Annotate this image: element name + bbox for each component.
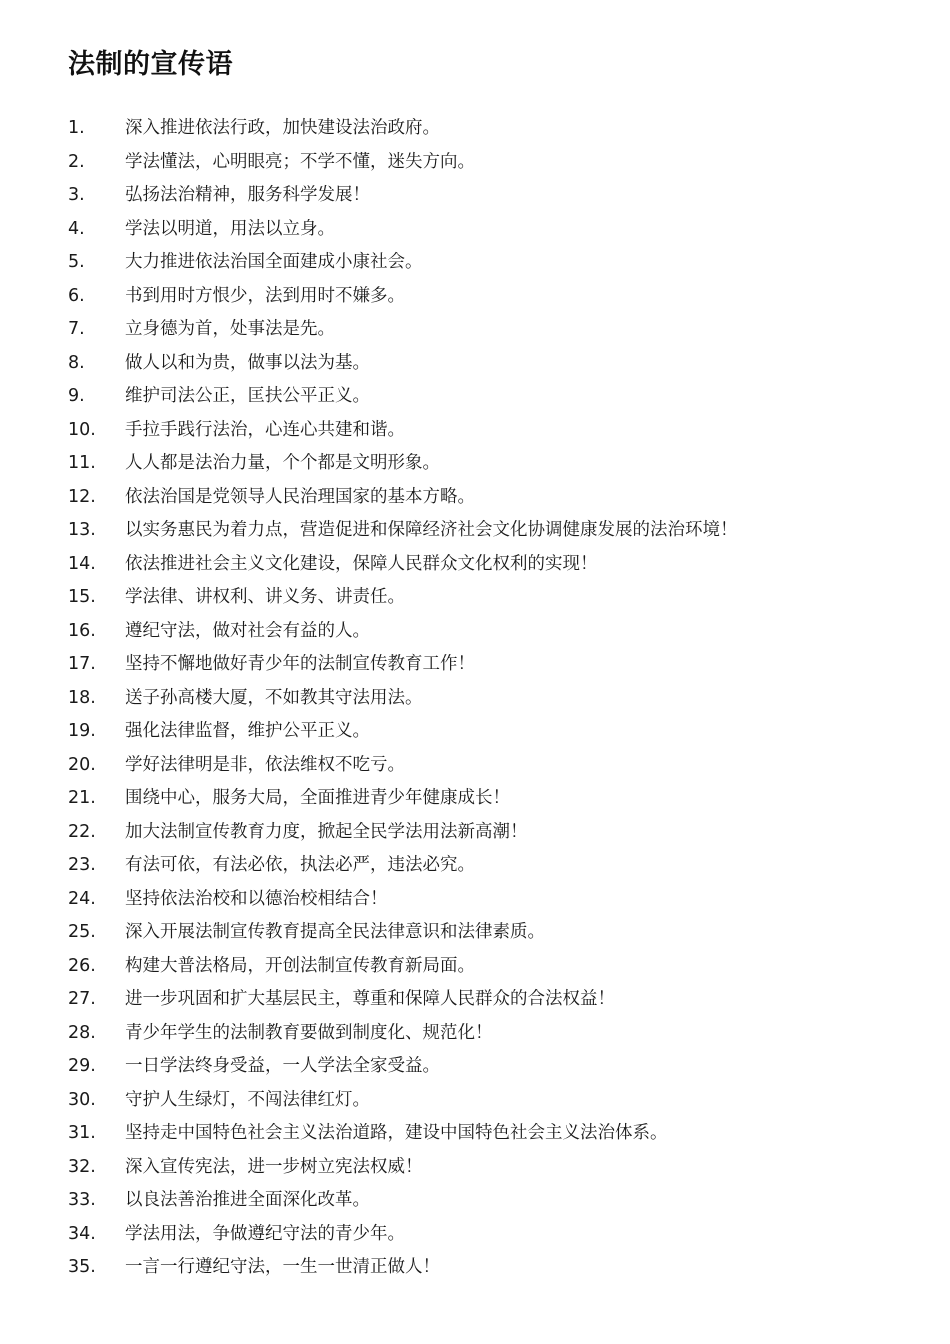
list-item-number: 10. <box>68 419 96 440</box>
list-item <box>0 883 950 917</box>
list-item <box>0 146 950 180</box>
list-item-text: 守护人生绿灯，不闯法律红灯。 <box>125 1089 370 1110</box>
list-item-text: 以良法善治推进全面深化改革。 <box>125 1190 370 1210</box>
list-item-text: 学法律、讲权利、讲义务、讲责任。 <box>125 587 405 607</box>
list-item-number: 9. <box>68 386 85 406</box>
list-item-text: 一言一行遵纪守法，一生一世清正做人！ <box>125 1257 440 1277</box>
list-item <box>0 715 950 749</box>
list-item-number: 23. <box>68 855 96 875</box>
list-item-number: 22. <box>68 821 96 842</box>
list-item-text: 学好法律明是非，依法维权不吃亏。 <box>125 754 405 775</box>
list-item-text: 坚持依法治校和以德治校相结合！ <box>125 888 388 909</box>
list-item <box>0 213 950 247</box>
list-item <box>0 1050 950 1084</box>
list-item <box>0 1084 950 1118</box>
list-item-number: 20. <box>68 754 96 775</box>
list-item-text: 深入推进依法行政，加快建设法治政府。 <box>125 118 440 138</box>
list-item <box>0 280 950 314</box>
list-item <box>0 380 950 414</box>
list-item <box>0 1251 950 1285</box>
list-item <box>0 1218 950 1252</box>
list-item-number: 17. <box>68 654 96 674</box>
list-item <box>0 112 950 146</box>
list-item-text: 立身德为首，处事法是先。 <box>125 319 335 339</box>
list-item <box>0 648 950 682</box>
list-item-text: 加大法制宣传教育力度，掀起全民学法用法新高潮！ <box>125 821 528 842</box>
list-item-number: 2. <box>68 151 85 172</box>
list-item <box>0 1151 950 1185</box>
list-item <box>0 179 950 213</box>
list-item-number: 24. <box>68 888 96 909</box>
list-item-number: 13. <box>68 520 96 540</box>
list-item-text: 人人都是法治力量，个个都是文明形象。 <box>125 453 440 473</box>
list-item-text: 依法治国是党领导人民治理国家的基本方略。 <box>125 486 475 507</box>
list-item-text: 青少年学生的法制教育要做到制度化、规范化！ <box>125 1022 493 1043</box>
list-item-number: 15. <box>68 587 96 607</box>
list-item <box>0 682 950 716</box>
list-item <box>0 1184 950 1218</box>
list-item-text: 弘扬法治精神，服务科学发展！ <box>125 185 370 205</box>
list-item <box>0 313 950 347</box>
page-title: 法制的宣传语 <box>68 49 233 80</box>
list-item <box>0 1117 950 1151</box>
list-item-text: 深入宣传宪法，进一步树立宪法权威！ <box>125 1156 423 1177</box>
list-item <box>0 749 950 783</box>
list-item-text: 坚持走中国特色社会主义法治道路，建设中国特色社会主义法治体系。 <box>125 1123 668 1143</box>
list-item-number: 34. <box>68 1223 96 1244</box>
list-item-number: 6. <box>68 285 85 306</box>
list-item <box>0 950 950 984</box>
list-item-number: 4. <box>68 218 85 239</box>
slogan-list <box>0 112 950 1285</box>
list-item-text: 手拉手践行法治，心连心共建和谐。 <box>125 419 405 440</box>
list-item-text: 进一步巩固和扩大基层民主，尊重和保障人民群众的合法权益！ <box>125 989 615 1009</box>
list-item <box>0 581 950 615</box>
list-item-number: 21. <box>68 788 96 808</box>
list-item-text: 做人以和为贵，做事以法为基。 <box>125 352 370 373</box>
list-item <box>0 414 950 448</box>
list-item-text: 维护司法公正，匡扶公平正义。 <box>125 386 370 406</box>
list-item-text: 强化法律监督，维护公平正义。 <box>125 721 370 741</box>
list-item-number: 27. <box>68 989 96 1009</box>
list-item <box>0 447 950 481</box>
list-item-text: 学法用法，争做遵纪守法的青少年。 <box>125 1223 405 1244</box>
list-item-number: 25. <box>68 922 96 942</box>
list-item-text: 构建大普法格局，开创法制宣传教育新局面。 <box>125 955 475 976</box>
list-item-number: 29. <box>68 1056 96 1076</box>
list-item <box>0 514 950 548</box>
list-item-number: 31. <box>68 1123 96 1143</box>
list-item-text: 一日学法终身受益，一人学法全家受益。 <box>125 1056 440 1076</box>
list-item-number: 18. <box>68 687 96 708</box>
list-item-text: 学法懂法，心明眼亮；不学不懂，迷失方向。 <box>125 151 475 172</box>
list-item-text: 遵纪守法，做对社会有益的人。 <box>125 620 370 641</box>
list-item-number: 16. <box>68 620 96 641</box>
list-item <box>0 983 950 1017</box>
list-item-number: 28. <box>68 1022 96 1043</box>
list-item-text: 深入开展法制宣传教育提高全民法律意识和法律素质。 <box>125 922 545 942</box>
list-item <box>0 849 950 883</box>
list-item-number: 35. <box>68 1257 96 1277</box>
list-item-text: 围绕中心，服务大局，全面推进青少年健康成长！ <box>125 788 510 808</box>
list-item-text: 送子孙高楼大厦，不如教其守法用法。 <box>125 687 423 708</box>
list-item-number: 19. <box>68 721 96 741</box>
list-item-text: 书到用时方恨少，法到用时不嫌多。 <box>125 285 405 306</box>
list-item-number: 33. <box>68 1190 96 1210</box>
list-item-text: 学法以明道，用法以立身。 <box>125 218 335 239</box>
list-item-text: 坚持不懈地做好青少年的法制宣传教育工作！ <box>125 654 475 674</box>
list-item-text: 大力推进依法治国全面建成小康社会。 <box>125 252 423 272</box>
list-item <box>0 816 950 850</box>
list-item-number: 32. <box>68 1156 96 1177</box>
list-item-number: 12. <box>68 486 96 507</box>
list-item <box>0 246 950 280</box>
list-item <box>0 916 950 950</box>
list-item <box>0 548 950 582</box>
list-item <box>0 481 950 515</box>
list-item-number: 5. <box>68 252 85 272</box>
list-item-number: 7. <box>68 319 85 339</box>
list-item-text: 以实务惠民为着力点，营造促进和保障经济社会文化协调健康发展的法治环境！ <box>125 520 738 540</box>
list-item <box>0 347 950 381</box>
list-item-number: 11. <box>68 453 96 473</box>
list-item-number: 3. <box>68 185 85 205</box>
list-item-number: 1. <box>68 118 85 138</box>
list-item-text: 依法推进社会主义文化建设，保障人民群众文化权利的实现！ <box>125 553 598 574</box>
list-item-number: 8. <box>68 352 85 373</box>
list-item <box>0 782 950 816</box>
list-item <box>0 1017 950 1051</box>
list-item-number: 26. <box>68 955 96 976</box>
list-item-text: 有法可依，有法必依，执法必严，违法必究。 <box>125 855 475 875</box>
list-item <box>0 615 950 649</box>
list-item-number: 30. <box>68 1089 96 1110</box>
list-item-number: 14. <box>68 553 96 574</box>
